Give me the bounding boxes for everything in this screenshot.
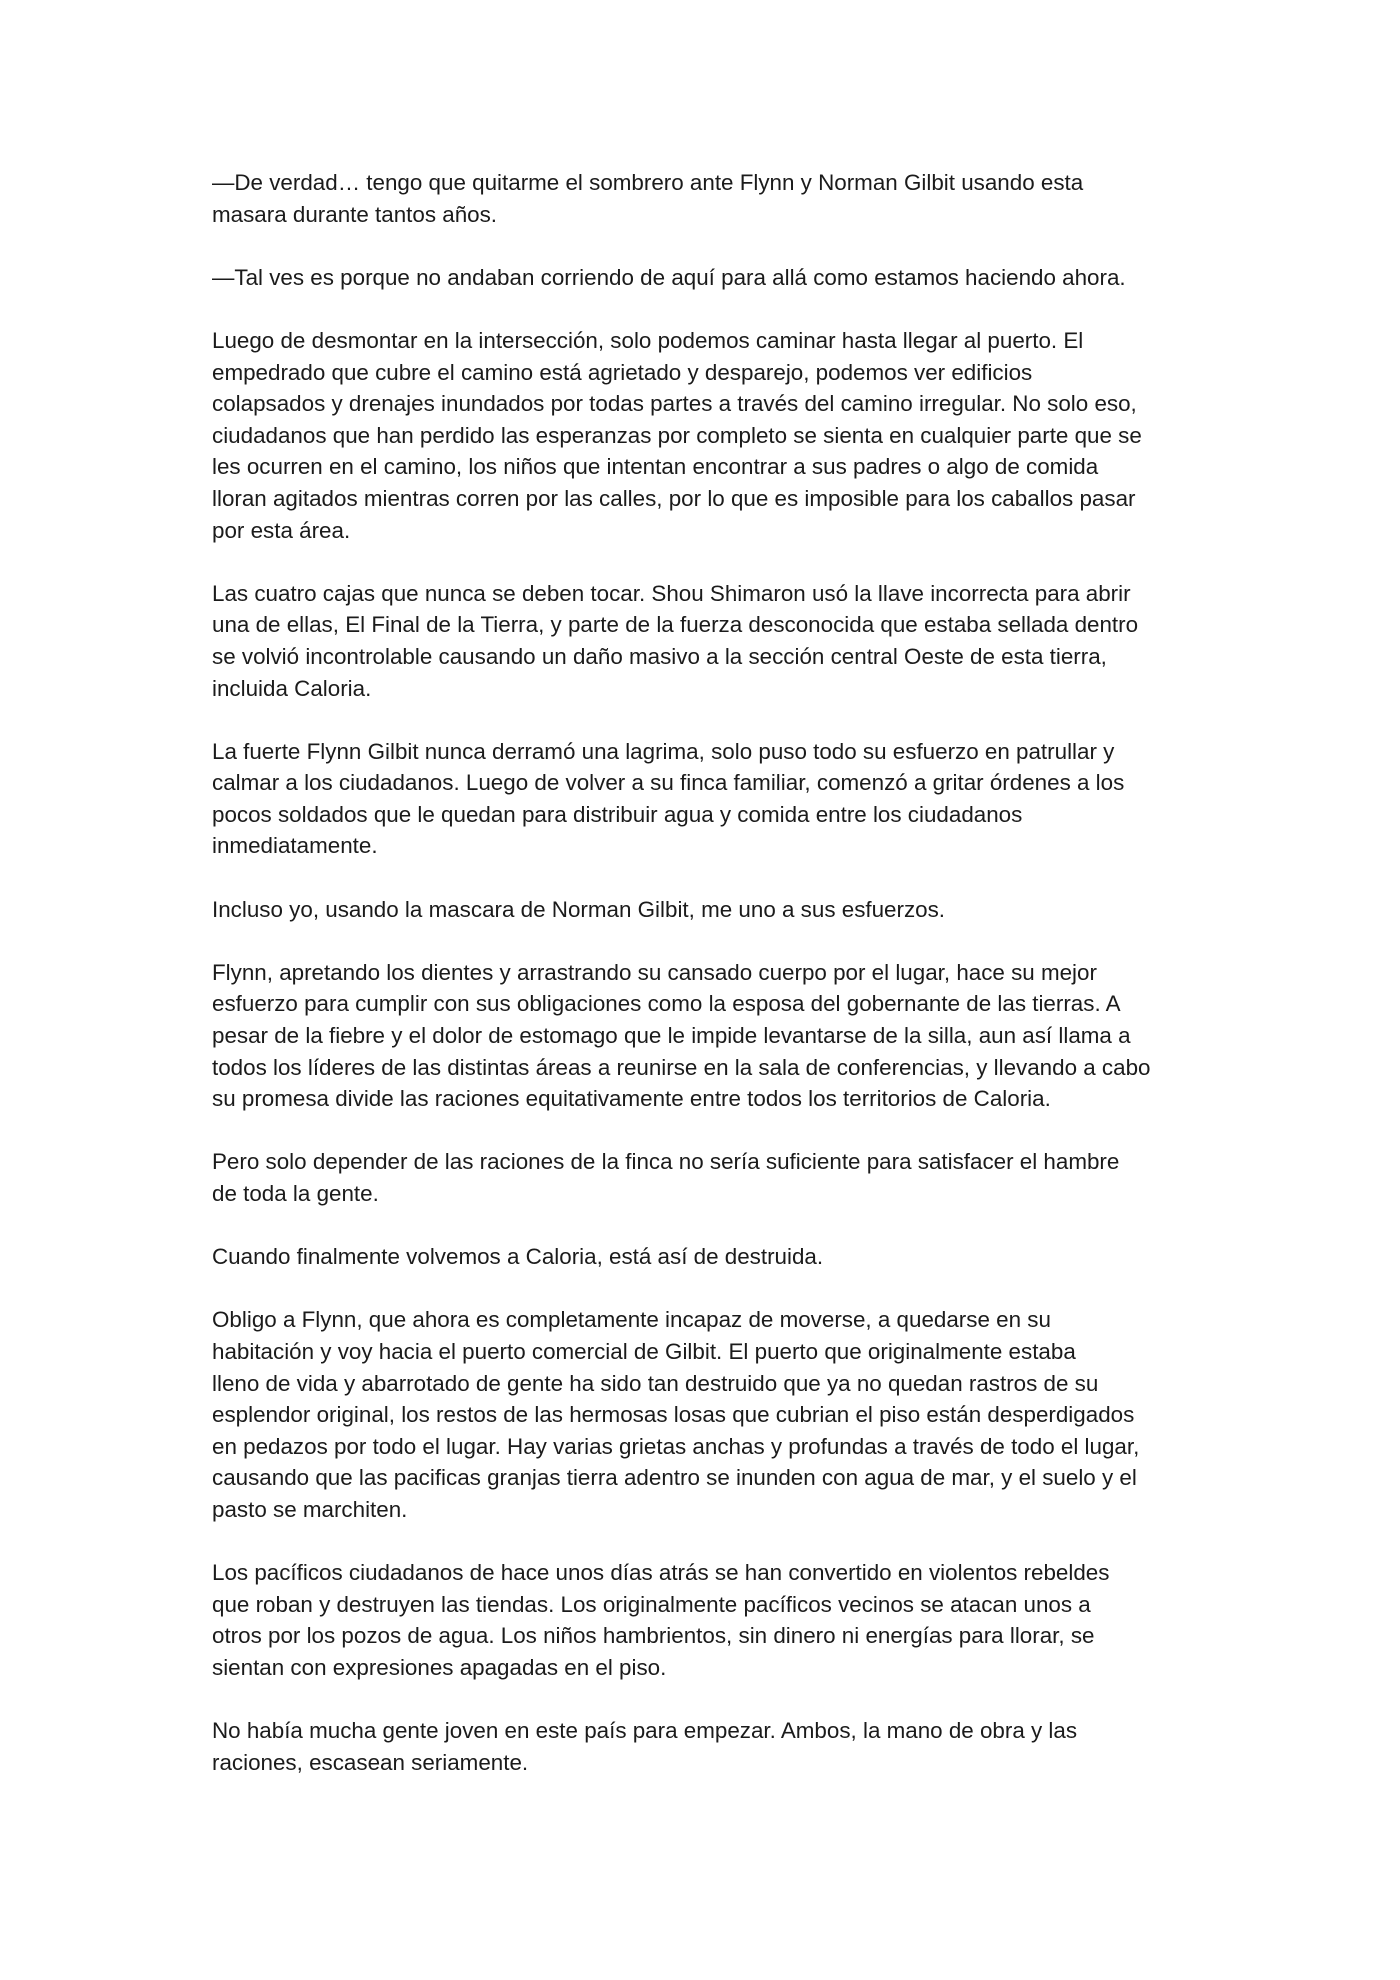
text-line: Obligo a Flynn, que ahora es completamente incapaz de moverse, a quedarse en su (212, 1307, 1051, 1333)
paragraph-7 (212, 957, 1200, 1115)
text-line: ciudadanos que han perdido las esperanzas por completo se sienta en cualquier parte que se (212, 422, 1142, 448)
text-line: Las cuatro cajas que nunca se deben tocar. Shou Shimaron usó la llave incorrecta para abrir (212, 580, 1131, 606)
paragraph-10 (212, 1304, 1200, 1525)
paragraph-12 (212, 1715, 1200, 1778)
paragraph-5 (212, 736, 1200, 862)
text-line: Los pacíficos ciudadanos de hace unos días atrás se han convertido en violentos rebeldes (212, 1560, 1110, 1586)
text-line: habitación y voy hacia el puerto comercial de Gilbit. El puerto que originalmente estaba (212, 1338, 1076, 1364)
paragraph-3 (212, 325, 1200, 546)
text-line: —De verdad… tengo que quitarme el sombrero ante Flynn y Norman Gilbit usando esta (212, 170, 1084, 195)
document-body (212, 167, 1200, 1810)
text-line: Incluso yo, usando la mascara de Norman Gilbit, me uno a sus esfuerzos. (212, 896, 946, 922)
text-line: pesar de la fiebre y el dolor de estomago que le impide levantarse de la silla, aun así llama a (212, 1023, 1131, 1049)
text-line: una de ellas, El Final de la Tierra, y parte de la fuerza desconocida que estaba sellada dentro (212, 612, 1139, 638)
text-line: La fuerte Flynn Gilbit nunca derramó una lagrima, solo puso todo su esfuerzo en patrullar y (212, 738, 1115, 764)
text-line: Cuando finalmente volvemos a Caloria, está así de destruida. (212, 1244, 824, 1270)
paragraph-1 (212, 167, 1200, 230)
paragraph-6 (212, 894, 1200, 926)
text-line: esplendor original, los restos de las hermosas losas que cubrian el piso están desperdigados (212, 1402, 1135, 1428)
paragraph-11 (212, 1557, 1200, 1683)
text-line: Luego de desmontar en la intersección, solo podemos caminar hasta llegar al puerto. El (212, 327, 1084, 353)
paragraph-8 (212, 1146, 1200, 1209)
text-line: su promesa divide las raciones equitativamente entre todos los territorios de Caloria. (212, 1086, 1051, 1112)
text-line: lleno de vida y abarrotado de gente ha sido tan destruido que ya no quedan rastros de su (212, 1370, 1099, 1396)
text-line: que roban y destruyen las tiendas. Los originalmente pacíficos vecinos se atacan unos a (212, 1591, 1091, 1617)
paragraph-4 (212, 578, 1200, 704)
text-line: —Tal ves es porque no andaban corriendo de aquí para allá como estamos haciendo ahora. (212, 264, 1126, 290)
text-line: de toda la gente. (212, 1181, 379, 1206)
text-line: esfuerzo para cumplir con sus obligaciones como la esposa del gobernante de las tierras. A (212, 991, 1121, 1017)
text-line: lloran agitados mientras corren por las calles, por lo que es imposible para los caballos pasar (212, 485, 1136, 511)
text-line: Flynn, apretando los dientes y arrastrando su cansado cuerpo por el lugar, hace su mejor (212, 959, 1097, 985)
text-line: incluida Caloria. (212, 675, 372, 701)
text-line: todos los líderes de las distintas áreas a reunirse en la sala de conferencias, y llevando a cabo (212, 1054, 1151, 1080)
text-line: Pero solo depender de las raciones de la finca no sería suficiente para satisfacer el hambre (212, 1149, 1120, 1175)
text-line: otros por los pozos de agua. Los niños hambrientos, sin dinero ni energías para llorar, se (212, 1623, 1095, 1649)
paragraph-9 (212, 1241, 1200, 1273)
text-line: raciones, escasean seriamente. (212, 1749, 529, 1775)
text-line: pasto se marchiten. (212, 1496, 408, 1522)
text-line: empedrado que cubre el camino está agrietado y desparejo, podemos ver edificios (212, 359, 1033, 385)
paragraph-2 (212, 262, 1200, 294)
text-line: por esta área. (212, 517, 351, 543)
text-line: inmediatamente. (212, 833, 378, 859)
text-line: masara durante tantos años. (212, 201, 498, 227)
text-line: sientan con expresiones apagadas en el piso. (212, 1654, 667, 1680)
text-line: se volvió incontrolable causando un daño masivo a la sección central Oeste de esta tierra, (212, 643, 1107, 669)
text-line: en pedazos por todo el lugar. Hay varias grietas anchas y profundas a través de todo el lugar, (212, 1433, 1140, 1459)
text-line: pocos soldados que le quedan para distribuir agua y comida entre los ciudadanos (212, 801, 1023, 827)
text-line: causando que las pacificas granjas tierra adentro se inunden con agua de mar, y el suelo y el (212, 1465, 1137, 1491)
text-line: colapsados y drenajes inundados por todas partes a través del camino irregular. No solo eso, (212, 391, 1137, 417)
text-line: No había mucha gente joven en este país para empezar. Ambos, la mano de obra y las (212, 1718, 1078, 1744)
text-line: calmar a los ciudadanos. Luego de volver a su finca familiar, comenzó a gritar órdenes a los (212, 770, 1125, 796)
text-line: les ocurren en el camino, los niños que intentan encontrar a sus padres o algo de comida (212, 454, 1099, 480)
